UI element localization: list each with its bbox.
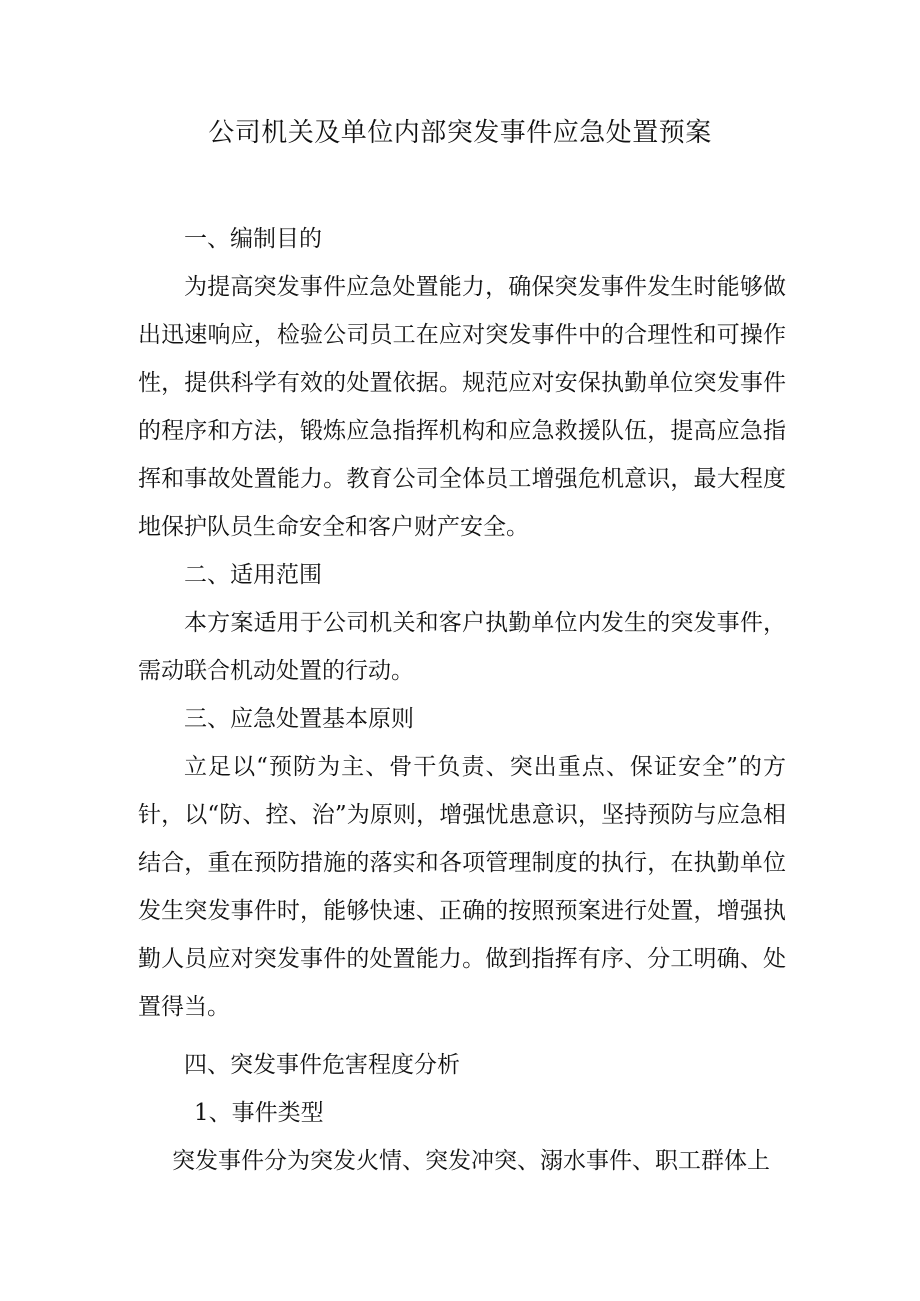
subsection-heading-event-types: 1、事件类型	[194, 1100, 324, 1126]
section-paragraph-event-types: 突发事件分为突发火情、突发冲突、溺水事件、职工群体上	[172, 1148, 770, 1174]
document-body	[138, 215, 786, 1185]
section-heading-principles: 三、应急处置基本原则	[184, 706, 414, 732]
section-paragraph-purpose: 为提高突发事件应急处置能力，确保突发事件发生时能够做出迅速响应，检验公司员工在应对突发事件中的合理性和可操作性，提供科学有效的处置依据。规范应对安保执勤单位突发事件的程序和方法，锻炼应急指挥机构和应急救援队伍，提高应急指挥和事故处置能力。教育公司全体员工增强危机意识，最大程度地保护队员生命安全和客户财产安全。	[138, 274, 786, 540]
section-heading-hazard-analysis: 四、突发事件危害程度分析	[184, 1052, 460, 1078]
section-heading-scope: 二、适用范围	[184, 562, 322, 588]
section-paragraph-principles: 立足以“预防为主、骨干负责、突出重点、保证安全”的方针，以“防、控、治”为原则，增强忧患意识，坚持预防与应急相结合，重在预防措施的落实和各项管理制度的执行，在执勤单位发生突发事件时，能够快速、正确的按照预案进行处置，增强执勤人员应对突发事件的处置能力。做到指挥有序、分工明确、处置得当。	[138, 754, 786, 1020]
document-title: 公司机关及单位内部突发事件应急处置预案	[208, 118, 712, 148]
section-paragraph-scope: 本方案适用于公司机关和客户执勤单位内发生的突发事件，需动联合机动处置的行动。	[138, 610, 786, 684]
section-heading-purpose: 一、编制目的	[184, 226, 322, 252]
